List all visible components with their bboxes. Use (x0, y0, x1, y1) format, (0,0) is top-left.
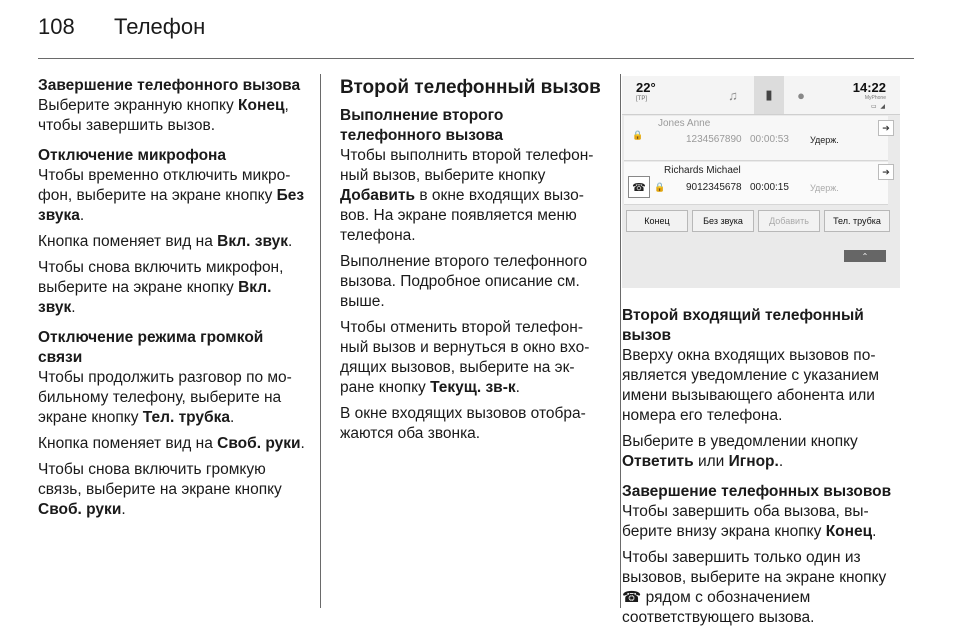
button-ref: Добавить (340, 187, 416, 204)
paragraph: Вверху окна входящих вызовов по-является уведомление с указанием имени вызывающего абонента или номера его телефона. (622, 347, 880, 424)
paragraph: Кнопка поменяет вид на Своб. руки. (38, 435, 305, 452)
section-title-mute: Отключение микрофона (38, 147, 227, 164)
music-icon[interactable]: ♫ (728, 87, 738, 103)
caller-number: 1234567890 (686, 134, 742, 145)
button-ref: Текущ. зв-к (430, 379, 516, 396)
button-ref: Игнор. (728, 453, 779, 470)
section-title-make-second-call: Выполнение второго телефонного вызова (340, 107, 504, 144)
call-duration: 00:00:15 (750, 182, 789, 193)
paragraph: Чтобы продолжить разговор по мо-бильному телефону, выберите на экране кнопку Тел. трубка. (38, 369, 292, 426)
section-title-handsfree: Отключение режима громкой связи (38, 329, 264, 366)
right-column (622, 306, 908, 634)
button-ref: Без звука (38, 187, 305, 224)
section-heading-second-call: Второй телефонный вызов (340, 77, 601, 98)
paragraph: Чтобы отменить второй телефон-ный вызов и вернуться в окно вхо-дящих вызовов, выберите на эк-ране кнопку Текущ. зв-к. (340, 319, 590, 396)
call-row-active[interactable] (624, 162, 888, 205)
left-column (38, 76, 308, 526)
arrow-icon[interactable]: ➔ (878, 120, 894, 136)
caller-name: Jones Anne (658, 118, 711, 129)
paragraph: Чтобы завершить только один из вызовов, выберите на экране кнопку ☎ рядом с обозначением соответствующего вызова. (622, 549, 887, 626)
status-bar (622, 76, 900, 115)
head-unit-screenshot (622, 76, 900, 288)
caller-number: 9012345678 (686, 182, 742, 193)
page-title: Телефон (114, 14, 206, 39)
paragraph: Чтобы снова включить микрофон, выберите на экране кнопку Вкл. звук. (38, 259, 284, 316)
caller-name: Richards Michael (664, 165, 741, 176)
hangup-icon[interactable]: ☎ (628, 176, 650, 198)
battery-signal-icon: ▭ ◢ (871, 104, 886, 110)
section-title-second-incoming: Второй входящий телефонный вызов (622, 307, 864, 344)
phone-name: MyPhone (864, 95, 886, 101)
hangup-icon: ☎ (622, 589, 642, 606)
tp-indicator: [TP] (636, 96, 648, 102)
button-ref: Вкл. звук (217, 233, 288, 250)
button-ref: Вкл. звук (38, 279, 272, 316)
chevron-up-icon[interactable]: ⌃ (844, 250, 886, 262)
section-title-end-call: Завершение телефонного вызова (38, 77, 301, 94)
paragraph: Выберите экранную кнопку Конец, чтобы завершить вызов. (38, 97, 289, 134)
paragraph: В окне входящих вызовов отобра-жаются оба звонка. (340, 405, 586, 442)
paragraph: Чтобы завершить оба вызова, вы-берите внизу экрана кнопку Конец. (622, 503, 877, 540)
info-icon[interactable]: ● (797, 87, 805, 103)
section-title-end-calls: Завершение телефонных вызовов (622, 483, 892, 500)
handset-button[interactable]: Тел. трубка (824, 210, 890, 232)
button-ref: Конец (825, 523, 873, 540)
button-ref: Своб. руки (217, 435, 301, 452)
temperature: 22° (636, 80, 656, 95)
call-duration: 00:00:53 (750, 134, 789, 145)
paragraph: Чтобы снова включить громкую связь, выберите на экране кнопку Своб. руки. (38, 461, 282, 518)
mute-button[interactable]: Без звука (692, 210, 754, 232)
column-divider-left (320, 74, 321, 608)
paragraph: Выполнение второго телефонного вызова. Подробное описание см. выше. (340, 253, 588, 310)
lock-icon: 🔒 (654, 182, 666, 192)
add-call-button[interactable]: Добавить (758, 210, 820, 232)
button-ref: Ответить (622, 453, 694, 470)
button-ref: Тел. трубка (142, 409, 230, 426)
button-ref: Своб. руки (38, 501, 122, 518)
paragraph: Чтобы выполнить второй телефон-ный вызов, выберите кнопку Добавить в окне входящих вызо-вов. На экране появляется меню телефона. (340, 147, 594, 244)
paragraph: Выберите в уведомлении кнопку Ответить или Игнор.. (622, 433, 858, 470)
hold-label[interactable]: Удерж. (810, 183, 839, 193)
button-ref: Конец (238, 97, 285, 114)
paragraph: Чтобы временно отключить микро-фон, выберите на экране кнопку Без звука. (38, 167, 305, 224)
clock: 14:22 (852, 80, 886, 95)
header-divider (38, 58, 914, 59)
column-divider-right (620, 74, 621, 608)
phone-tab-icon[interactable]: ▮ (754, 76, 784, 114)
middle-column (340, 76, 604, 450)
page-number: 108 (38, 14, 75, 39)
arrow-icon[interactable]: ➔ (878, 164, 894, 180)
end-call-button[interactable]: Конец (626, 210, 688, 232)
hold-label[interactable]: Удерж. (810, 135, 839, 145)
lock-icon: 🔒 (632, 130, 644, 140)
paragraph: Кнопка поменяет вид на Вкл. звук. (38, 233, 293, 250)
call-row-held[interactable] (624, 116, 888, 161)
